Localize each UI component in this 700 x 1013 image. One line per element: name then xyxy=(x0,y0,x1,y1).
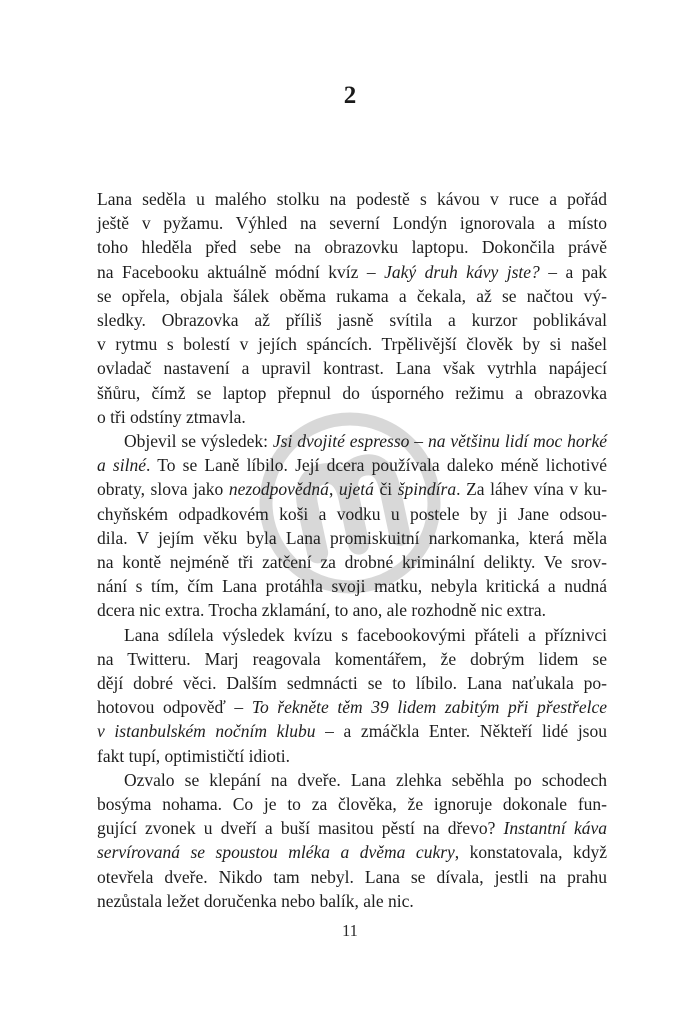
text-line xyxy=(97,187,607,211)
text-run: na Twitteru. Marj reagovala komentářem, že dobrým lidem se xyxy=(97,648,607,669)
text-line xyxy=(97,647,607,671)
text-line xyxy=(97,889,607,913)
text-run: Lana seděla u malého stolku na podestě s kávou v ruce a pořád xyxy=(97,189,607,209)
italic-text-run: špindíra xyxy=(397,479,457,500)
text-line xyxy=(97,526,607,550)
text-run: toho hleděla před sebe na obrazovku laptopu. Dokončila právě xyxy=(97,237,607,258)
text-run: na Facebooku aktuálně módní kvíz – xyxy=(97,261,385,282)
text-line xyxy=(97,308,607,332)
text-line xyxy=(97,840,607,864)
text-run: dila. V jejím věku byla Lana promiskuitní narkomanka, která měla xyxy=(97,527,607,548)
text-line xyxy=(97,744,607,768)
italic-text-run: servírovaná se spoustou mléka a dvěma cukry xyxy=(97,842,455,863)
text-run: se opřela, objala šálek oběma rukama a čekala, až se načtou vý- xyxy=(97,285,607,306)
text-line xyxy=(97,623,607,647)
italic-text-run: nezodpovědná xyxy=(228,479,329,500)
text-run: , xyxy=(328,479,339,500)
text-line xyxy=(97,865,607,889)
text-run: gující zvonek u dveří a buší masitou pěstí na dřevo? xyxy=(97,818,504,839)
italic-text-run: Jsi dvojité espresso – na většinu lidí moc horké xyxy=(272,431,608,452)
text-run: hotovou odpověď – xyxy=(97,697,252,718)
text-run: v rytmu s bolestí v jejích spáncích. Trpělivější člověk by si našel xyxy=(97,334,607,355)
text-line xyxy=(97,550,607,574)
text-line xyxy=(97,453,607,477)
text-line xyxy=(97,574,607,598)
text-run: ovladač nastavení a upravil kontrast. Lana však vytrhla napájecí xyxy=(97,358,607,379)
text-line xyxy=(97,598,607,622)
italic-text-run: v istanbulském nočním klubu xyxy=(97,721,316,742)
text-run: – a pak xyxy=(539,261,607,282)
text-run: fakt tupí, optimističtí idioti. xyxy=(97,745,290,766)
italic-text-run: Jaký druh kávy jste? xyxy=(384,261,540,282)
text-run: nezůstala ležet doručenka nebo balík, ale nic. xyxy=(97,890,414,911)
text-run: šňůru, čímž se laptop přepnul do úsporného režimu a obrazovka xyxy=(97,382,607,403)
italic-text-run: Instantní káva xyxy=(503,818,607,839)
text-line xyxy=(97,260,607,284)
text-run: , konstatovala, když xyxy=(454,842,608,863)
text-run: o tři odstíny ztmavla. xyxy=(97,406,246,427)
text-line xyxy=(97,502,607,526)
italic-text-run: ujetá xyxy=(338,479,374,500)
text-line xyxy=(97,816,607,840)
body-text xyxy=(97,187,607,913)
text-run: dějí dobré věci. Dalším sedmnácti se to líbilo. Lana naťukala po- xyxy=(97,673,607,694)
text-line xyxy=(97,671,607,695)
text-line xyxy=(97,284,607,308)
text-line xyxy=(97,768,607,792)
text-run: nání s tím, čím Lana protáhla svoji matku, nebyla kritická a nudná xyxy=(97,576,607,597)
page-number: 11 xyxy=(342,921,358,940)
text-run: Lana sdílela výsledek kvízu s facebookovými přáteli a příznivci xyxy=(124,624,607,645)
text-run: Ozvalo se klepání na dveře. Lana zlehka seběhla po schodech xyxy=(124,769,607,790)
text-line xyxy=(97,477,607,501)
text-run: na kontě nejméně tři zatčení za drobné kriminální delikty. Ve srov- xyxy=(97,552,607,573)
chapter-number: 2 xyxy=(343,82,357,109)
text-line xyxy=(97,695,607,719)
text-run: . Za láhev vína v ku- xyxy=(456,479,608,500)
text-run: chyňském odpadkovém koši a vodku u postele by ji Jane odsou- xyxy=(97,503,607,524)
text-line xyxy=(97,405,607,429)
text-line xyxy=(97,332,607,356)
text-run: bosýma nohama. Co je to za člověka, že ignoruje dokonale fun- xyxy=(97,794,607,815)
text-line xyxy=(97,211,607,235)
text-run: sledky. Obrazovka až příliš jasně svítila a kurzor poblikával xyxy=(97,310,607,331)
text-run: – a zmáčkla Enter. Někteří lidé jsou xyxy=(315,721,607,742)
text-run: či xyxy=(373,479,398,500)
text-line xyxy=(97,792,607,816)
text-line xyxy=(97,235,607,259)
text-run: ještě v pyžamu. Výhled na severní Londýn ignorovala a místo xyxy=(97,213,607,234)
text-line xyxy=(97,381,607,405)
text-run: obraty, slova jako xyxy=(97,479,229,500)
text-line xyxy=(97,429,607,453)
italic-text-run: a silné xyxy=(97,455,146,476)
text-run: Objevil se výsledek: xyxy=(124,431,273,452)
text-run: otevřela dveře. Nikdo tam nebyl. Lana se dívala, jestli na prahu xyxy=(97,866,607,887)
text-line xyxy=(97,356,607,380)
text-line xyxy=(97,719,607,743)
text-run: dcera nic extra. Trocha zklamání, to ano, ale rozhodně nic extra. xyxy=(97,600,546,621)
text-run: . To se Laně líbilo. Její dcera používala daleko méně lichotivé xyxy=(146,455,607,476)
italic-text-run: To řekněte těm 39 lidem zabitým při přestřelce xyxy=(251,697,607,718)
